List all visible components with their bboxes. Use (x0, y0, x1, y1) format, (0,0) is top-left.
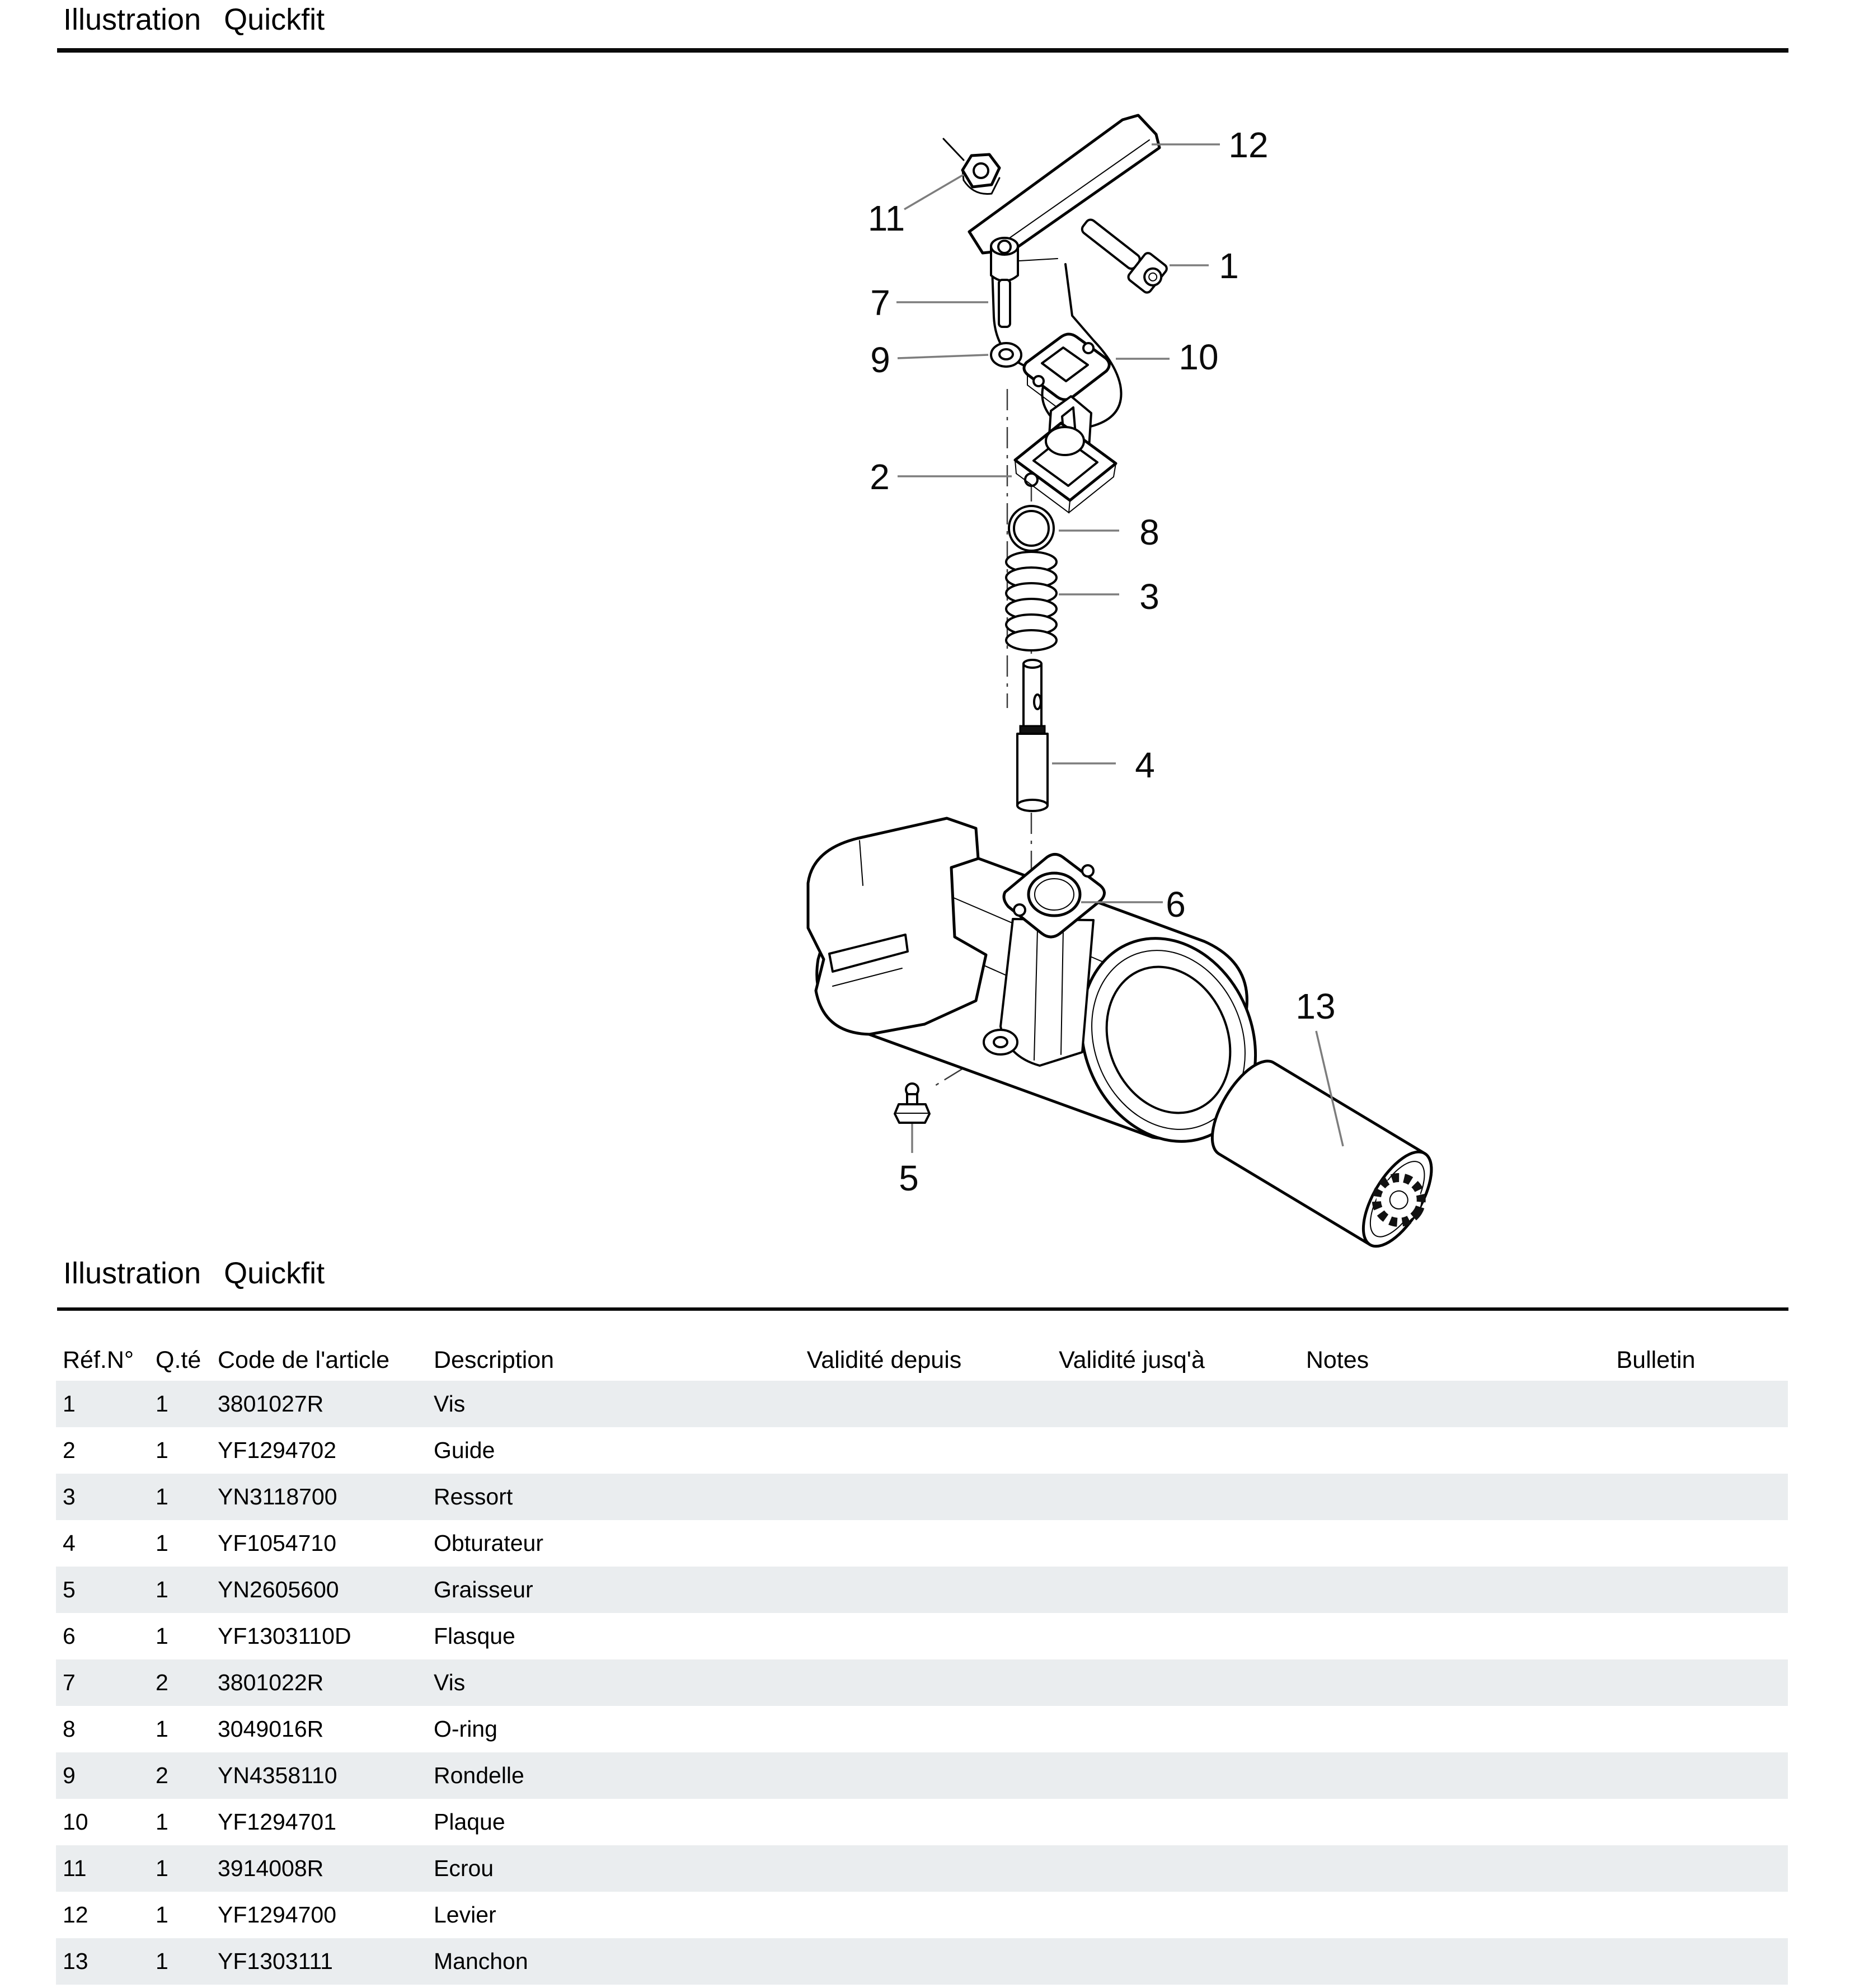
col-header-bulletin: Bulletin (1616, 1347, 1696, 1373)
callout-1: 1 (1219, 246, 1239, 286)
cell-ref: 10 (63, 1809, 88, 1835)
table-row (56, 1520, 1788, 1567)
cell-ref: 12 (63, 1902, 88, 1928)
col-header-valid-to: Validité jusq'à (1059, 1347, 1205, 1373)
callout-12: 12 (1228, 125, 1269, 165)
cell-desc: Ecrou (434, 1855, 494, 1881)
table-row (56, 1659, 1788, 1706)
col-header-valid-from: Validité depuis (806, 1347, 962, 1373)
cell-desc: Vis (434, 1670, 466, 1695)
col-header-qty: Q.té (156, 1347, 201, 1373)
grease-fitting-part (895, 1084, 929, 1123)
cell-ref: 8 (63, 1716, 76, 1742)
callout-9: 9 (870, 340, 890, 380)
table-row (56, 1474, 1788, 1520)
cell-qty: 1 (156, 1902, 168, 1928)
cell-qty: 1 (156, 1716, 168, 1742)
cell-desc: Guide (434, 1437, 495, 1463)
cell-desc: Ressort (434, 1484, 513, 1509)
cell-code: YF1303111 (218, 1948, 333, 1974)
washer-part (991, 343, 1021, 367)
callout-11: 11 (867, 198, 905, 238)
cell-desc: Rondelle (434, 1762, 524, 1788)
cell-desc: Flasque (434, 1623, 515, 1649)
cell-code: YF1054710 (218, 1530, 337, 1556)
housing-part (808, 818, 1285, 1168)
screw-1-part (1074, 210, 1170, 295)
callout-6: 6 (1166, 884, 1186, 925)
cell-qty: 1 (156, 1437, 168, 1463)
cell-desc: O-ring (434, 1716, 497, 1742)
cell-qty: 1 (156, 1809, 168, 1835)
cell-code: 3801027R (218, 1391, 324, 1417)
cell-qty: 1 (156, 1948, 168, 1974)
page-title: Illustration Quickfit (63, 3, 325, 36)
table-row (56, 1427, 1788, 1474)
cell-ref: 7 (63, 1670, 76, 1695)
col-header-ref: Réf.N° (63, 1347, 134, 1373)
col-header-desc: Description (434, 1347, 555, 1373)
table-row (56, 1381, 1788, 1427)
table-header-row (56, 1342, 1788, 1378)
cell-desc: Manchon (434, 1948, 528, 1974)
cell-ref: 6 (63, 1623, 76, 1649)
callout-7: 7 (870, 283, 890, 323)
cell-qty: 1 (156, 1623, 168, 1649)
cell-code: 3049016R (218, 1716, 324, 1742)
callout-3: 3 (1139, 576, 1159, 617)
pin-part (1017, 660, 1048, 811)
leader-9 (898, 355, 988, 358)
callout-4: 4 (1135, 745, 1155, 785)
table-row (56, 1613, 1788, 1659)
table-row (56, 1752, 1788, 1799)
cell-code: 3801022R (218, 1670, 324, 1695)
table-row (56, 1567, 1788, 1613)
cell-desc: Levier (434, 1902, 496, 1928)
cell-code: YN2605600 (218, 1577, 339, 1602)
cell-qty: 1 (156, 1391, 168, 1417)
callout-5: 5 (899, 1158, 919, 1198)
cell-qty: 2 (156, 1762, 168, 1788)
table-section-title: Illustration Quickfit (63, 1256, 325, 1290)
section-rule (57, 1307, 1788, 1311)
cell-code: 3914008R (218, 1855, 324, 1881)
table-row (56, 1706, 1788, 1752)
callout-8: 8 (1139, 512, 1159, 552)
table-row (56, 1845, 1788, 1892)
cell-qty: 1 (156, 1855, 168, 1881)
leader-11 (904, 175, 964, 209)
cell-ref: 11 (63, 1855, 87, 1881)
cell-desc: Graisseur (434, 1577, 533, 1602)
table-row (56, 1799, 1788, 1845)
cell-ref: 1 (63, 1391, 76, 1417)
table-row (56, 1892, 1788, 1938)
cell-qty: 1 (156, 1530, 168, 1556)
callout-13: 13 (1295, 986, 1336, 1026)
cell-ref: 5 (63, 1577, 76, 1602)
cell-ref: 4 (63, 1530, 76, 1556)
cell-desc: Vis (434, 1391, 466, 1417)
col-header-notes: Notes (1306, 1347, 1369, 1373)
nut-part (943, 139, 999, 194)
cell-ref: 2 (63, 1437, 76, 1463)
cell-code: YN3118700 (218, 1484, 337, 1509)
cell-qty: 1 (156, 1577, 168, 1602)
o-ring-part (1009, 506, 1054, 551)
cell-desc: Plaque (434, 1809, 505, 1835)
cell-ref: 9 (63, 1762, 76, 1788)
sleeve-part (1199, 1051, 1445, 1254)
cell-ref: 13 (63, 1948, 88, 1974)
spring-part (1006, 552, 1057, 650)
col-header-code: Code de l'article (218, 1347, 389, 1373)
parts-table (56, 1381, 1788, 1985)
cell-code: YN4358110 (218, 1762, 337, 1788)
callout-2: 2 (870, 457, 890, 497)
cell-qty: 2 (156, 1670, 168, 1695)
callout-10: 10 (1178, 337, 1219, 377)
cell-code: YF1294701 (218, 1809, 337, 1835)
cell-code: YF1294702 (218, 1437, 337, 1463)
cell-qty: 1 (156, 1484, 168, 1509)
cell-desc: Obturateur (434, 1530, 543, 1556)
cell-code: YF1294700 (218, 1902, 337, 1928)
cell-code: YF1303110D (218, 1623, 351, 1649)
table-row (56, 1938, 1788, 1985)
cell-ref: 3 (63, 1484, 76, 1509)
